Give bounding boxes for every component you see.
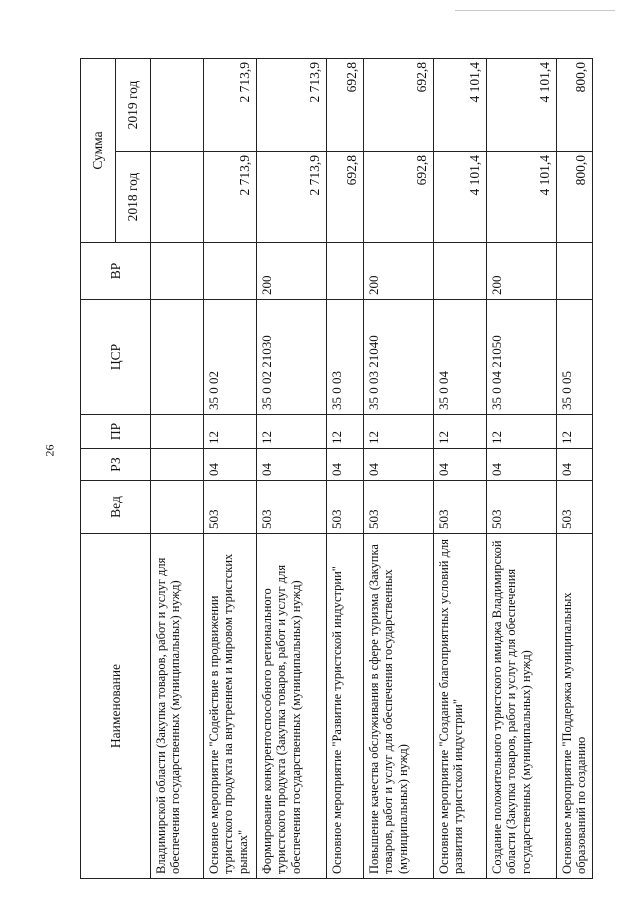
cell-vr: 200 <box>257 243 327 300</box>
cell-pr: 12 <box>364 415 434 449</box>
scan-edge-line <box>455 10 615 11</box>
header-sum: Сумма <box>81 58 116 242</box>
table-row <box>257 58 327 878</box>
cell-ved: 503 <box>487 481 557 534</box>
cell-csr <box>151 300 204 415</box>
header-csr: ЦСР <box>81 300 151 415</box>
cell-ved: 503 <box>364 481 434 534</box>
header-ved: Вед <box>81 481 151 534</box>
header-name: Наименование <box>81 534 151 879</box>
header-rz: РЗ <box>81 449 151 481</box>
cell-csr: 35 0 03 21040 <box>364 300 434 415</box>
cell-y2018: 800,0 <box>557 152 593 243</box>
header-pr: ПР <box>81 415 151 449</box>
cell-y2019: 692,8 <box>327 58 364 151</box>
cell-vr <box>151 243 204 300</box>
rotated-page-content <box>80 59 589 879</box>
cell-rz <box>151 449 204 481</box>
cell-rz: 04 <box>204 449 257 481</box>
cell-csr: 35 0 02 <box>204 300 257 415</box>
cell-ved: 503 <box>204 481 257 534</box>
cell-rz: 04 <box>364 449 434 481</box>
cell-pr: 12 <box>257 415 327 449</box>
budget-table <box>80 58 593 879</box>
cell-ved: 503 <box>434 481 487 534</box>
cell-y2018: 4 101,4 <box>487 152 557 243</box>
table-row <box>364 58 434 878</box>
cell-pr: 12 <box>204 415 257 449</box>
cell-vr <box>204 243 257 300</box>
cell-ved: 503 <box>327 481 364 534</box>
cell-name: Основное мероприятие "Поддержка муниципальных образований по созданию <box>557 534 593 879</box>
header-2018: 2018 год <box>116 152 151 243</box>
cell-pr: 12 <box>327 415 364 449</box>
cell-rz: 04 <box>257 449 327 481</box>
cell-y2018: 692,8 <box>364 152 434 243</box>
cell-rz: 04 <box>487 449 557 481</box>
header-2019: 2019 год <box>116 58 151 151</box>
header-vr: ВР <box>81 243 151 300</box>
cell-name: Основное мероприятие "Содействие в продвижении туристского продукта на внутреннем и мировом туристских рынках" <box>204 534 257 879</box>
cell-csr: 35 0 03 <box>327 300 364 415</box>
cell-pr: 12 <box>557 415 593 449</box>
cell-csr: 35 0 04 21050 <box>487 300 557 415</box>
cell-y2018: 2 713,9 <box>257 152 327 243</box>
cell-vr: 200 <box>364 243 434 300</box>
cell-ved <box>151 481 204 534</box>
cell-csr: 35 0 05 <box>557 300 593 415</box>
cell-y2018: 2 713,9 <box>204 152 257 243</box>
cell-name: Основное мероприятие "Создание благоприятных условий для развития туристской индустрии" <box>434 534 487 879</box>
table-row <box>434 58 487 878</box>
cell-csr: 35 0 04 <box>434 300 487 415</box>
cell-name: Формирование конкурентоспособного регионального туристского продукта (Закупка товаров, работ и услуг для обеспечения государственных (муниципальных) нужд) <box>257 534 327 879</box>
rotated-table-area <box>80 59 589 879</box>
cell-y2019: 800,0 <box>557 58 593 151</box>
table-row <box>487 58 557 878</box>
cell-y2019: 2 713,9 <box>257 58 327 151</box>
cell-y2019: 692,8 <box>364 58 434 151</box>
cell-y2018: 4 101,4 <box>434 152 487 243</box>
cell-vr <box>557 243 593 300</box>
cell-rz: 04 <box>557 449 593 481</box>
cell-y2018: 692,8 <box>327 152 364 243</box>
cell-y2018 <box>151 152 204 243</box>
cell-rz: 04 <box>327 449 364 481</box>
cell-y2019: 4 101,4 <box>487 58 557 151</box>
cell-name: Основное мероприятие "Развитие туристской индустрии" <box>327 534 364 879</box>
table-row <box>327 58 364 878</box>
page-number: 26 <box>42 444 57 457</box>
cell-pr: 12 <box>487 415 557 449</box>
cell-y2019 <box>151 58 204 151</box>
cell-pr <box>151 415 204 449</box>
cell-csr: 35 0 02 21030 <box>257 300 327 415</box>
cell-name: Повышение качества обслуживания в сфере туризма (Закупка товаров, работ и услуг для обеспечения государственных (муниципальных) нужд) <box>364 534 434 879</box>
table-row <box>557 58 593 878</box>
cell-ved: 503 <box>557 481 593 534</box>
cell-y2019: 2 713,9 <box>204 58 257 151</box>
cell-name: Владимирской области (Закупка товаров, работ и услуг для обеспечения государственных (муниципальных) нужд) <box>151 534 204 879</box>
cell-vr: 200 <box>487 243 557 300</box>
cell-vr <box>434 243 487 300</box>
table-row <box>151 58 204 878</box>
cell-y2019: 4 101,4 <box>434 58 487 151</box>
cell-name: Создание положительного туристского имиджа Владимирской области (Закупка товаров, работ и услуг для обеспечения государственных (муниципальных) нужд) <box>487 534 557 879</box>
cell-pr: 12 <box>434 415 487 449</box>
cell-rz: 04 <box>434 449 487 481</box>
table-row <box>204 58 257 878</box>
cell-vr <box>327 243 364 300</box>
cell-ved: 503 <box>257 481 327 534</box>
